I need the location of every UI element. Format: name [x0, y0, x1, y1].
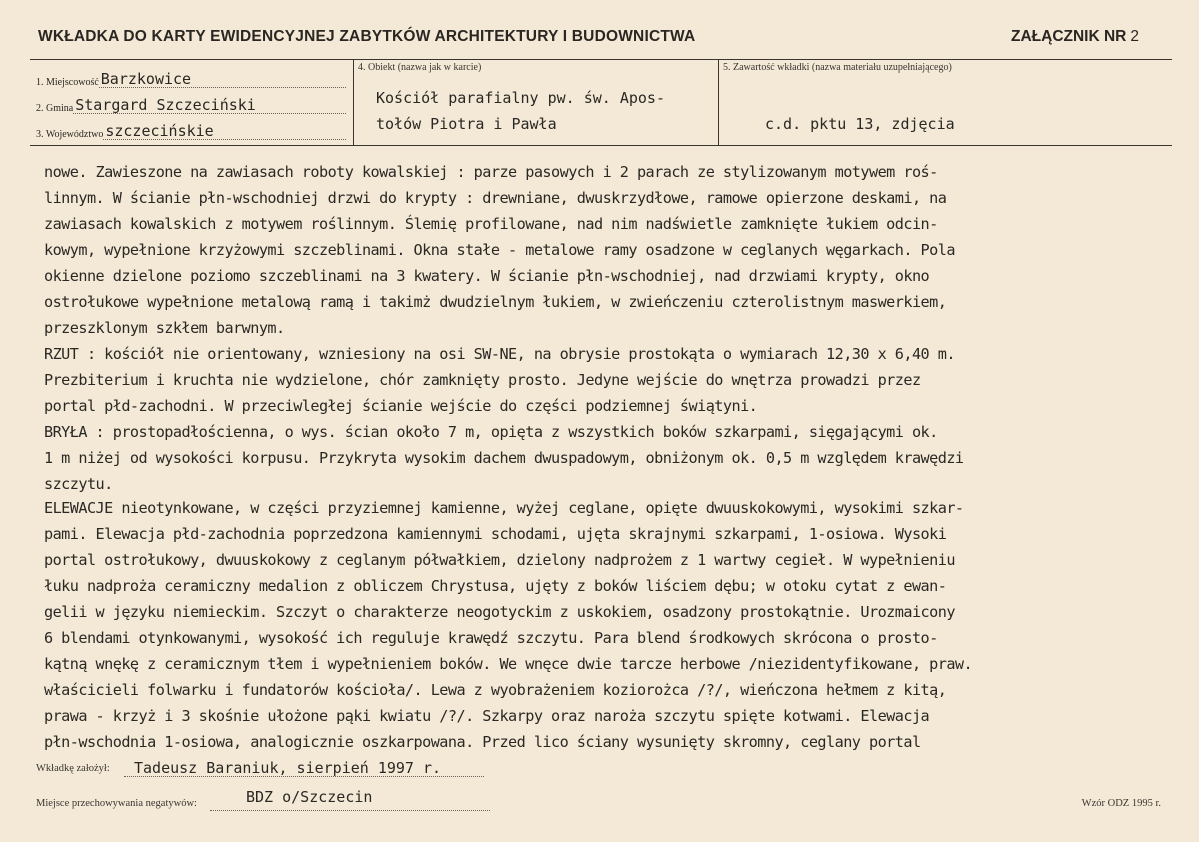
commune-value: Stargard Szczeciński	[73, 97, 346, 114]
locality-row	[36, 70, 346, 88]
body-line: Prezbiterium i kruchta nie wydzielone, chór zamknięty prosto. Jedyne wejście do wnętrza prowadzi przez	[44, 371, 921, 389]
storage-dotline	[210, 810, 490, 811]
annex-number-value: 2	[1130, 28, 1139, 45]
body-line: kątną wnękę z ceramicznym tłem i wypełnieniem boków. We wnęce dwie tarcze herbowe /niezidentyfikowane, praw.	[44, 655, 973, 673]
storage-label: Miejsce przechowywania negatywów:	[36, 798, 197, 809]
body-line: pami. Elewacja płd-zachodnia poprzedzona kamiennymi schodami, ujęta skrajnymi szkarpami, 1-osiowa. Wysoki	[44, 525, 947, 543]
body-line: płn-wschodnia 1-osiowa, analogicznie oszkarpowana. Przed lico ściany wysunięty skromny, ceglany portal	[44, 733, 921, 751]
locality-value: Barzkowice	[99, 71, 346, 88]
body-line: nowe. Zawieszone na zawiasach roboty kowalskiej : parze pasowych i 2 parach ze stylizowanym motywem roś-	[44, 163, 938, 181]
locality-label: 1. Miejscowość	[36, 77, 99, 88]
body-line: zawiasach kowalskich z motywem roślinnym. Ślemię profilowane, nad nim nadświetle zamknięte łukiem odcin-	[44, 215, 938, 233]
document-title: WKŁADKA DO KARTY EWIDENCYJNEJ ZABYTKÓW ARCHITEKTURY I BUDOWNICTWA	[38, 28, 696, 45]
body-line: BRYŁA : prostopadłościenna, o wys. ścian około 7 m, opięta z wszystkich boków szkarpami, sięgającymi ok.	[44, 423, 938, 441]
location-column	[30, 60, 353, 145]
metadata-box	[30, 59, 1172, 146]
body-line: 1 m niżej od wysokości korpusu. Przykryta wysokim dachem dwuspadowym, obniżonym ok. 0,5 m względem krawędzi	[44, 449, 964, 467]
author-label: Wkładkę założył:	[36, 763, 110, 774]
commune-label: 2. Gmina	[36, 103, 74, 114]
body-line: RZUT : kościół nie orientowany, wzniesiony na osi SW-NE, na obrysie prostokąta o wymiarach 12,30 x 6,40 m.	[44, 345, 955, 363]
body-line: ELEWACJE nieotynkowane, w części przyziemnej kamienne, wyżej ceglane, opięte dwuuskokowymi, wysokimi szkar-	[44, 499, 964, 517]
body-line: portal płd-zachodni. W przeciwległej ścianie wejście do części podziemnej świątyni.	[44, 397, 758, 415]
form-version-label: Wzór ODZ 1995 r.	[1081, 798, 1161, 809]
commune-row	[36, 96, 346, 114]
body-line: ostrołukowe wypełnione metalową ramą i takimż dwudzielnym łukiem, w zwieńczeniu czterolistnym maswerkiem,	[44, 293, 947, 311]
object-line-2: tołów Piotra i Pawła	[376, 115, 557, 133]
body-line: właścicieli folwarku i fundatorów kościoła/. Lewa z wyobrażeniem koziorożca /?/, wieńczona hełmem z kitą,	[44, 681, 947, 699]
voivodeship-row	[36, 122, 346, 140]
content-column	[718, 60, 1172, 145]
storage-value: BDZ o/Szczecin	[246, 788, 373, 806]
body-line: linnym. W ścianie płn-wschodniej drzwi do krypty : drewniane, dwuskrzydłowe, ramowe opierzone deskami, na	[44, 189, 947, 207]
body-line: przeszklonym szkłem barwnym.	[44, 319, 285, 337]
content-value: c.d. pktu 13, zdjęcia	[765, 115, 955, 133]
body-line: portal ostrołukowy, dwuuskokowy z ceglanym półwałkiem, dzielony nadprożem z 1 wartwy cegieł. W wypełnieniu	[44, 551, 955, 569]
body-line: okienne dzielone poziomo szczeblinami na 3 kwatery. W ścianie płn-wschodniej, nad drzwiami krypty, okno	[44, 267, 930, 285]
object-line-1: Kościół parafialny pw. św. Apos-	[376, 89, 665, 107]
body-line: 6 blendami otynkowanymi, wysokość ich reguluje krawędź szczytu. Para blend środkowych skrócona o prosto-	[44, 629, 938, 647]
voivodeship-label: 3. Województwo	[36, 129, 104, 140]
body-line: prawa - krzyż i 3 skośnie ułożone pąki kwiatu /?/. Szkarpy oraz naroża szczytu spięte kotwami. Elewacja	[44, 707, 930, 725]
annex-number	[1011, 28, 1139, 46]
content-label: 5. Zawartość wkładki (nazwa materiału uzupełniającego)	[723, 62, 952, 73]
object-label: 4. Obiekt (nazwa jak w karcie)	[358, 62, 482, 73]
body-line: łuku nadproża ceramiczny medalion z obliczem Chrystusa, ujęty z boków liściem dębu; w otoku cytat z ewan-	[44, 577, 947, 595]
voivodeship-value: szczecińskie	[103, 123, 346, 140]
body-line: gelii w języku niemieckim. Szczyt o charakterze neogotyckim z uskokiem, osadzony prostokątnie. Urozmaicony	[44, 603, 955, 621]
body-line: szczytu.	[44, 475, 113, 493]
body-line: kowym, wypełnione krzyżowymi szczeblinami. Okna stałe - metalowe ramy osadzone w ceglanych węgarkach. Pola	[44, 241, 955, 259]
author-value: Tadeusz Baraniuk, sierpień 1997 r.	[134, 759, 442, 777]
object-column	[353, 60, 719, 145]
annex-label: ZAŁĄCZNIK NR	[1011, 28, 1127, 45]
